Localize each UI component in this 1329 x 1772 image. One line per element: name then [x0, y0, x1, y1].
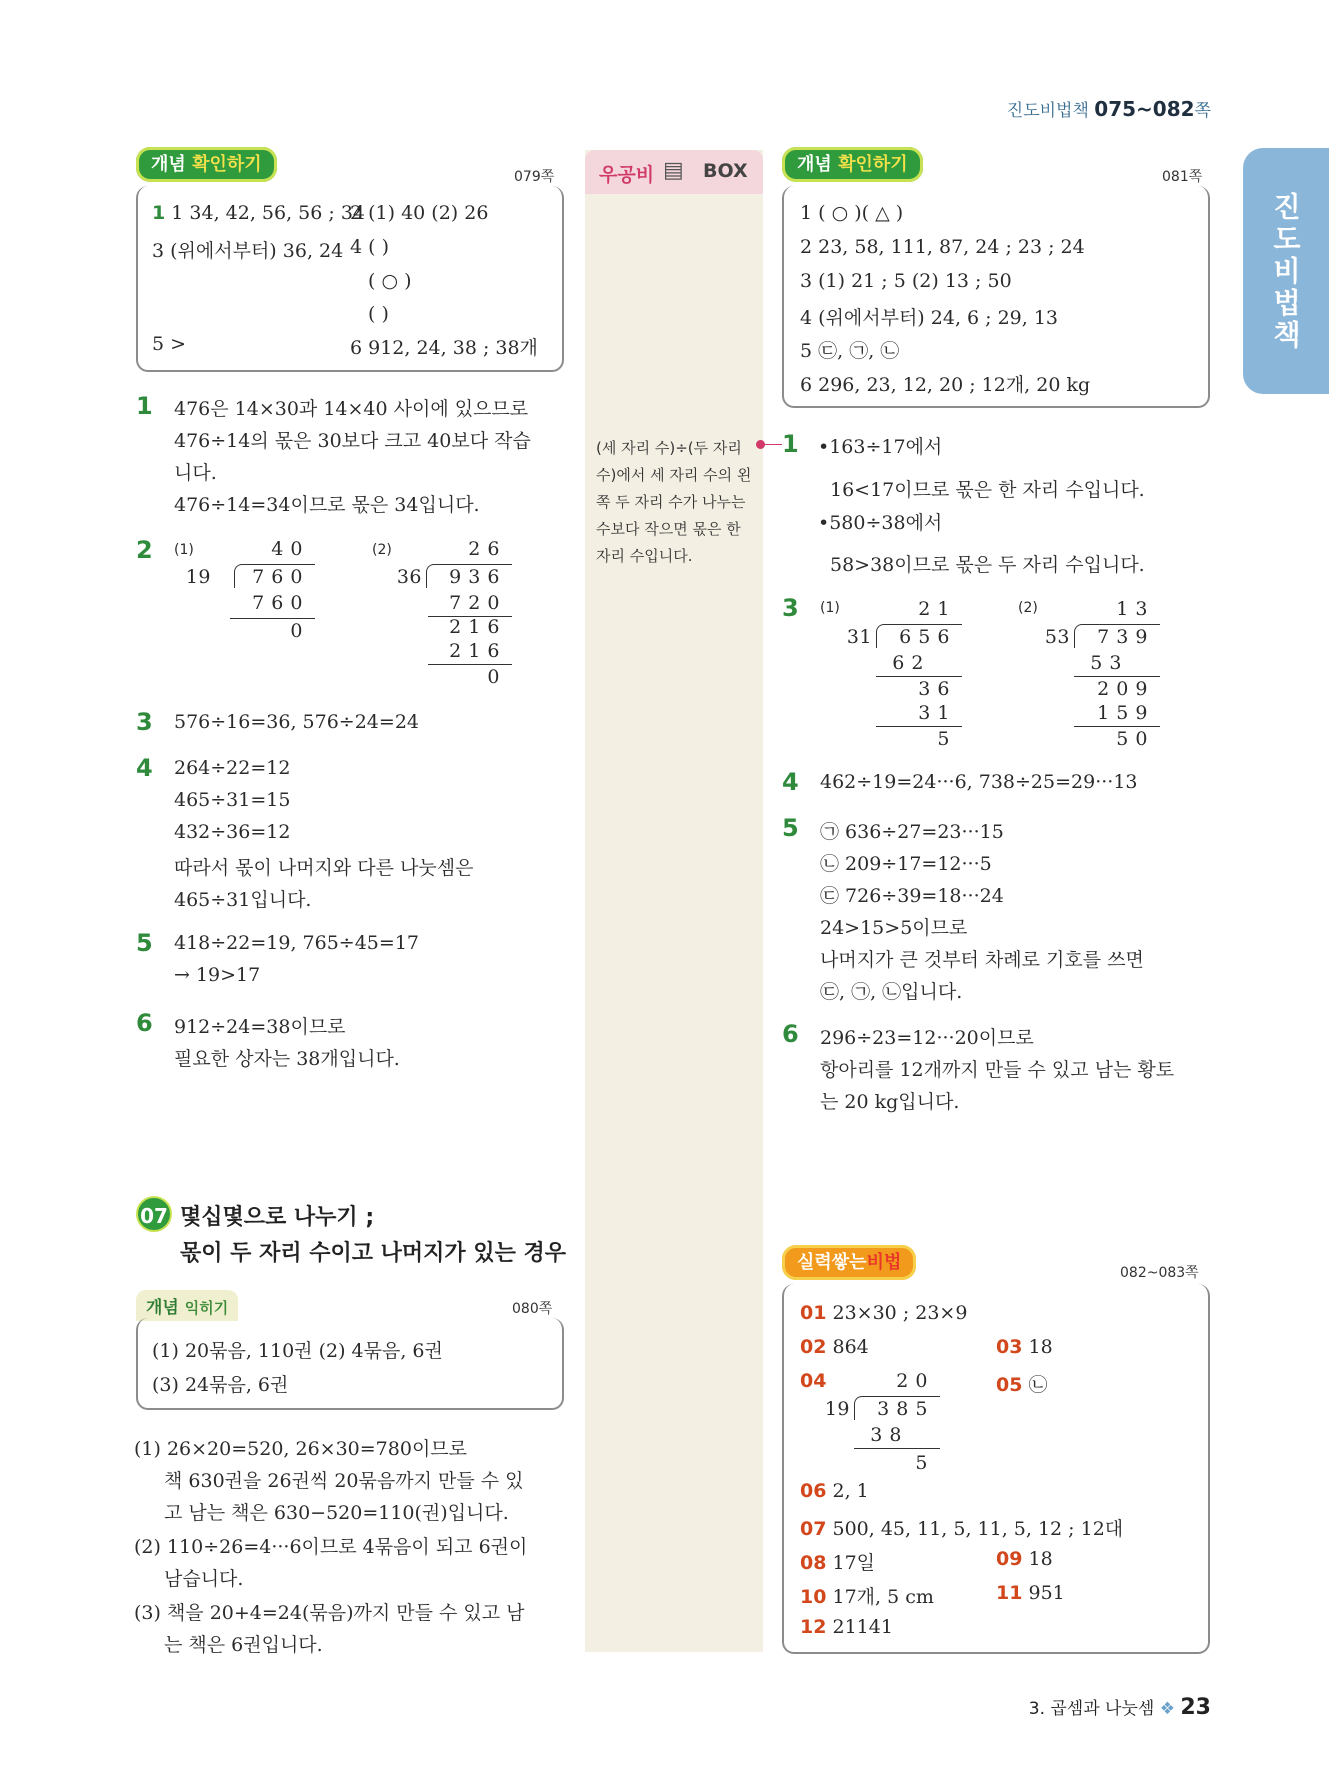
rdiv1-row-4: 5 — [937, 728, 950, 750]
sol1-line-2: 476÷14의 몫은 30보다 크고 40보다 작습 — [174, 430, 531, 452]
page-header — [1007, 96, 1211, 121]
rsol5-line-4: 24>15>5이므로 — [820, 917, 968, 939]
rsol4-text: 462÷19=24···6, 738÷25=29···13 — [820, 771, 1138, 793]
rdiv2-dividend: 7 3 9 — [1097, 626, 1148, 648]
sol2-label-1: (1) — [174, 542, 194, 558]
section-title-1: 몇십몇으로 나누기 ; — [180, 1205, 375, 1230]
b4div-divisor: 19 — [824, 1398, 850, 1420]
sol4-line-5: 465÷31입니다. — [174, 889, 312, 911]
rsol3-label-1: (1) — [820, 600, 840, 616]
rsol3-number: 3 — [782, 594, 799, 622]
sol4-line-1: 264÷22=12 — [174, 757, 291, 779]
lb-line-1: (1) 26×20=520, 26×30=780이므로 — [134, 1438, 468, 1460]
sol3-number: 3 — [136, 708, 153, 736]
b4-item-10: 10 17개, 5 cm — [800, 1586, 934, 1608]
rsol6-line-3: 는 20 kg입니다. — [820, 1091, 960, 1113]
b4-item-12: 12 21141 — [800, 1616, 893, 1638]
box1-line-8 — [350, 333, 538, 360]
box3-badge-a: 개념 — [797, 154, 832, 175]
sol5-line-2: → 19>17 — [174, 964, 261, 986]
box1-line-7 — [152, 333, 186, 355]
div1-row-1: 7 6 0 — [252, 592, 303, 614]
rdiv1-row-3: 3 1 — [918, 702, 950, 724]
b4-item-11: 11 951 — [996, 1582, 1065, 1604]
rsol3-division-2 — [1044, 596, 1160, 756]
rsol6-number: 6 — [782, 1020, 799, 1048]
rsol5-line-5: 나머지가 큰 것부터 차례로 기호를 쓰면 — [820, 949, 1144, 971]
header-pages: 075~082 — [1094, 97, 1195, 121]
middle-column — [585, 150, 763, 1652]
b4-item-07: 07 500, 45, 11, 5, 11, 5, 12 ; 12대 — [800, 1518, 1124, 1540]
box1-line-6 — [368, 303, 389, 325]
box1-badge-b: 확인하기 — [192, 154, 262, 175]
box3-page: 081쪽 — [1162, 169, 1203, 185]
header-book: 진도비법책 — [1006, 101, 1089, 121]
side-tab — [1243, 148, 1329, 394]
box1-line-3 — [152, 236, 343, 263]
footer-dot-icon: ❖ — [1159, 1699, 1175, 1719]
middle-title-left: 우공비 — [599, 164, 655, 186]
rdiv2-row-4: 5 0 — [1116, 728, 1148, 750]
rdiv1-row-1: 6 2 — [892, 652, 924, 674]
box3-line-1: 1 ( ○ )( △ ) — [800, 202, 904, 224]
box1-text-2: 2 (1) 40 (2) 26 — [350, 202, 489, 224]
rsol5-number: 5 — [782, 814, 799, 842]
box1-line-2 — [350, 202, 488, 224]
div1-divisor: 19 — [185, 566, 211, 588]
sol2-number: 2 — [136, 536, 153, 564]
box1-text-1: 1 34, 42, 56, 56 ; 34 — [171, 202, 366, 224]
rsol1-line-4: 58>38이므로 몫은 두 자리 수입니다. — [830, 554, 1145, 576]
div1-row-2: 0 — [290, 620, 303, 642]
lb-line-7: 는 책은 6권입니다. — [164, 1634, 323, 1656]
sol1-line-3: 니다. — [174, 462, 217, 484]
b4-item-08: 08 17일 — [800, 1552, 876, 1574]
sol6-line-1: 912÷24=38이므로 — [174, 1016, 346, 1038]
connector-dot — [756, 440, 765, 449]
rdiv2-divisor: 53 — [1044, 626, 1070, 648]
sol5-line-1: 418÷22=19, 765÷45=17 — [174, 932, 419, 954]
div2-row-3: 2 1 6 — [449, 640, 500, 662]
box1-line-1: 1 1 34, 42, 56, 56 ; 34 — [152, 202, 366, 224]
sol1-line-1: 476은 14×30과 14×40 사이에 있으므로 — [174, 398, 529, 420]
rsol5-line-3: ㉢ 726÷39=18···24 — [820, 885, 1004, 907]
page-footer — [1029, 1694, 1211, 1720]
box1-text-8: 6 912, 24, 38 ; 38개 — [350, 337, 538, 359]
rsol4-number: 4 — [782, 768, 799, 796]
b4div-quotient: 2 0 — [896, 1370, 928, 1392]
box3-badge-b: 확인하기 — [838, 154, 908, 175]
rsol5-line-2: ㉡ 209÷17=12···5 — [820, 853, 992, 875]
rsol3-division-1 — [846, 596, 962, 756]
rsol1-number: 1 — [782, 430, 799, 458]
b4-item-02: 02 864 — [800, 1336, 869, 1358]
div2-row-1: 7 2 0 — [449, 592, 500, 614]
rdiv1-row-2: 3 6 — [918, 678, 950, 700]
rsol3-label-2: (2) — [1018, 600, 1038, 616]
b4-item-06: 06 2, 1 — [800, 1480, 869, 1502]
footer-page-number: 23 — [1180, 1695, 1211, 1720]
box1-badge — [136, 150, 277, 176]
box-icon: ▤ — [663, 158, 684, 183]
b4-item-01: 01 23×30 ; 23×9 — [800, 1302, 968, 1324]
div2-row-2: 2 1 6 — [449, 616, 500, 638]
rsol1-line-2: 16<17이므로 몫은 한 자리 수입니다. — [830, 479, 1145, 501]
section-title-2: 몫이 두 자리 수이고 나머지가 있는 경우 — [180, 1241, 566, 1266]
sol1-number: 1 — [136, 392, 153, 420]
div2-row-4: 0 — [487, 666, 500, 688]
rsol6-line-2: 항아리를 12개까지 만들 수 있고 남는 황토 — [820, 1059, 1175, 1081]
sol5-number: 5 — [136, 929, 153, 957]
box1-page: 079쪽 — [514, 169, 555, 185]
rsol5-line-6: ㉢, ㉠, ㉡입니다. — [820, 981, 963, 1003]
box2-line-2: (3) 24묶음, 6권 — [152, 1374, 289, 1396]
rsol1-line-3: •580÷38에서 — [818, 512, 943, 534]
box2-page: 080쪽 — [512, 1301, 553, 1317]
rdiv1-quotient: 2 1 — [918, 598, 950, 620]
b4-division — [824, 1368, 940, 1478]
sol4-line-4: 따라서 몫이 나머지와 다른 나눗셈은 — [174, 857, 474, 879]
rdiv2-row-2: 2 0 9 — [1097, 678, 1148, 700]
rsol1-line-1: •163÷17에서 — [818, 436, 943, 458]
box4-badge-a: 실력 — [797, 1252, 832, 1273]
sol1-line-4: 476÷14=34이므로 몫은 34입니다. — [174, 494, 480, 516]
box4-badge-c: 비법 — [866, 1252, 902, 1273]
side-tab-label: 진도비법책 — [1269, 192, 1302, 352]
sol6-line-2: 필요한 상자는 38개입니다. — [174, 1048, 400, 1070]
box4-page: 082~083쪽 — [1120, 1265, 1199, 1281]
footer-chapter: 3. 곱셈과 나눗셈 — [1028, 1699, 1155, 1719]
box1-text-6: ( ) — [368, 303, 389, 325]
box4-badge-b: 쌓는 — [831, 1252, 867, 1273]
box3-line-2: 2 23, 58, 111, 87, 24 ; 23 ; 24 — [800, 236, 1085, 258]
box2-line-1: (1) 20묶음, 110권 (2) 4묶음, 6권 — [152, 1340, 443, 1362]
sol4-line-2: 465÷31=15 — [174, 789, 291, 811]
b4div-row-1: 3 8 — [870, 1424, 902, 1446]
lb-line-5: 남습니다. — [164, 1568, 244, 1590]
rdiv1-dividend: 6 5 6 — [899, 626, 950, 648]
rdiv2-row-3: 1 5 9 — [1097, 702, 1148, 724]
box3-line-6: 6 296, 23, 12, 20 ; 12개, 20 kg — [800, 374, 1091, 396]
rdiv1-divisor: 31 — [846, 626, 872, 648]
box1-text-4: 4 ( ) — [350, 236, 389, 258]
lb-line-2: 책 630권을 26권씩 20묶음까지 만들 수 있 — [164, 1470, 524, 1492]
box1-badge-a: 개념 — [151, 154, 186, 175]
div1-quotient: 4 0 — [271, 538, 303, 560]
middle-note: (세 자리 수)÷(두 자리 수)에서 세 자리 수의 왼쪽 두 자리 수가 나누는 수보다 작으면 몫은 한 자리 수입니다. — [596, 439, 752, 565]
header-suffix: 쪽 — [1194, 101, 1211, 121]
rdiv2-quotient: 1 3 — [1116, 598, 1148, 620]
b4div-dividend: 3 8 5 — [877, 1398, 928, 1420]
box3-badge — [782, 150, 923, 176]
box3-line-5: 5 ㉢, ㉠, ㉡ — [800, 340, 900, 362]
box1-line-4 — [350, 236, 389, 258]
rsol6-line-1: 296÷23=12···20이므로 — [820, 1027, 1034, 1049]
rsol5-line-1: ㉠ 636÷27=23···15 — [820, 821, 1004, 843]
b4-item-09: 09 18 — [996, 1548, 1053, 1570]
box1-line-5 — [368, 270, 411, 292]
lb-line-3: 고 남는 책은 630−520=110(권)입니다. — [164, 1502, 509, 1524]
box1-text-5: ( ○ ) — [368, 270, 412, 292]
box2-badge — [136, 1290, 238, 1321]
box2-badge-b: 익히기 — [184, 1299, 229, 1317]
sol3-text: 576÷16=36, 576÷24=24 — [174, 711, 419, 733]
box2-badge-a: 개념 — [146, 1298, 179, 1318]
middle-title-right: BOX — [703, 160, 748, 182]
sol4-line-3: 432÷36=12 — [174, 821, 291, 843]
b4div-row-2: 5 — [915, 1452, 928, 1474]
sol2-division-1 — [185, 536, 315, 646]
div2-dividend: 9 3 6 — [449, 566, 500, 588]
box4-badge — [782, 1248, 916, 1274]
box3-line-4: 4 (위에서부터) 24, 6 ; 29, 13 — [800, 307, 1059, 329]
rdiv2-row-1: 5 3 — [1090, 652, 1122, 674]
b4-item-04: 04 — [800, 1370, 827, 1392]
section-number: 07 — [136, 1196, 172, 1232]
sol4-number: 4 — [136, 754, 153, 782]
div1-dividend: 7 6 0 — [252, 566, 303, 588]
div2-quotient: 2 6 — [468, 538, 500, 560]
sol6-number: 6 — [136, 1009, 153, 1037]
b4-item-03: 03 18 — [996, 1336, 1053, 1358]
lb-line-6: (3) 책을 20+4=24(묶음)까지 만들 수 있고 남 — [134, 1602, 525, 1624]
middle-header — [585, 150, 763, 194]
box3-line-3: 3 (1) 21 ; 5 (2) 13 ; 50 — [800, 270, 1012, 292]
div2-divisor: 36 — [396, 566, 422, 588]
lb-line-4: (2) 110÷26=4···6이므로 4묶음이 되고 6권이 — [134, 1536, 528, 1558]
sol2-label-2: (2) — [372, 542, 392, 558]
box1-text-3: 3 (위에서부터) 36, 24 — [152, 240, 344, 262]
box1-text-7: 5 > — [152, 333, 187, 355]
sol2-division-2 — [396, 536, 512, 696]
b4-item-05: 05 ㉡ — [996, 1374, 1048, 1396]
